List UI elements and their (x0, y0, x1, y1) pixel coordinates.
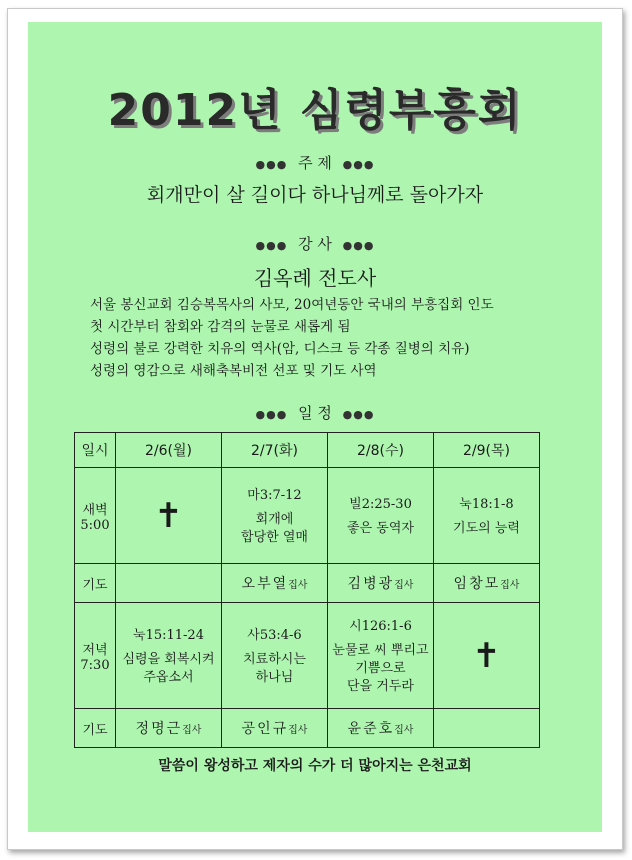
prayer-leader-title: 집사 (288, 725, 308, 736)
schedule-table (74, 432, 540, 748)
session-cell (222, 468, 328, 564)
session-label (75, 468, 116, 564)
speaker-bio (90, 294, 494, 382)
prayer-leader-name: 정명근 (135, 721, 183, 737)
prayer-cell (328, 709, 434, 748)
session-cell (434, 603, 540, 709)
sermon-line: 심령을 회복시켜 (122, 652, 215, 667)
sermon-title (328, 642, 433, 696)
church-slogan: 말씀이 왕성하고 제자의 수가 더 많아지는 은천교회 (158, 758, 472, 774)
prayer-leader-name: 공인규 (241, 721, 289, 737)
prayer-label: 기도 (75, 709, 116, 748)
session-cell (116, 468, 222, 564)
table-row (75, 603, 540, 709)
bio-line: 성령의 영감으로 새해축복비전 선포 및 기도 사역 (90, 363, 377, 379)
prayer-cell (222, 709, 328, 748)
sermon-title: 좋은 동역자 (347, 521, 414, 536)
session-name: 새벽 (82, 502, 108, 518)
dots-ornament-left: ●●● (255, 408, 288, 421)
day-header: 2/7(화) (222, 433, 328, 468)
session-time: 7:30 (80, 657, 110, 673)
theme-heading (28, 152, 602, 173)
dots-ornament-left: ●●● (255, 158, 288, 171)
scripture-ref: 시126:1-6 (349, 619, 412, 634)
corner-cell: 일시 (75, 433, 116, 468)
table-row (75, 433, 540, 468)
sermon-title (116, 651, 221, 687)
scripture-ref: 사53:4-6 (247, 628, 302, 643)
sermon-line: 치료하시는 (243, 652, 306, 667)
day-header: 2/6(월) (116, 433, 222, 468)
cross-icon: ✝ (154, 495, 183, 536)
schedule-heading (28, 402, 602, 423)
sermon-title (222, 511, 327, 547)
prayer-leader-title: 집사 (288, 580, 308, 591)
session-label (75, 603, 116, 709)
sermon-title (222, 651, 327, 687)
table-row (75, 468, 540, 564)
speaker-name: 김옥례 전도사 (253, 266, 377, 290)
sermon-line: 하나님 (255, 670, 294, 685)
prayer-leader-title: 집사 (394, 725, 414, 736)
theme-text: 회개만이 살 길이다 하나님께로 돌아가자 (146, 184, 484, 206)
bio-line: 서울 봉신교회 김승복목사의 사모, 20여년동안 국내의 부흥집회 인도 (90, 297, 494, 313)
bio-line: 성령의 불로 강력한 치유의 역사(암, 디스크 등 각종 질병의 치유) (90, 341, 470, 357)
session-cell (328, 468, 434, 564)
prayer-leader-name: 오부열 (241, 576, 289, 592)
day-header: 2/8(수) (328, 433, 434, 468)
dots-ornament-left: ●●● (255, 239, 288, 252)
prayer-cell (328, 564, 434, 603)
table-row (75, 564, 540, 603)
prayer-leader-name: 임창모 (453, 576, 501, 592)
dots-ornament-right: ●●● (342, 158, 375, 171)
scripture-ref: 눅18:1-8 (459, 497, 514, 512)
prayer-leader-title: 집사 (182, 725, 202, 736)
theme-label: 주 제 (298, 154, 332, 172)
speaker-label: 강 사 (298, 235, 332, 253)
sermon-line: 눈물로 씨 뿌리고 (332, 643, 429, 658)
sermon-line: 기쁨으로 (355, 661, 406, 676)
sermon-line: 단을 거두라 (347, 679, 414, 694)
flyer-title: 2012년 심령부흥회 (107, 85, 523, 136)
bio-line: 첫 시간부터 참회와 감격의 눈물로 새롭게 됨 (90, 319, 351, 335)
prayer-cell (434, 564, 540, 603)
sermon-line: 회개에 (255, 512, 294, 527)
prayer-cell (116, 709, 222, 748)
flyer-paper (28, 22, 602, 832)
prayer-leader-name: 윤준호 (347, 721, 395, 737)
prayer-cell (222, 564, 328, 603)
scripture-ref: 마3:7-12 (247, 488, 302, 503)
session-time: 5:00 (80, 517, 110, 533)
scripture-ref: 빌2:25-30 (349, 497, 412, 512)
prayer-leader-title: 집사 (500, 580, 520, 591)
sermon-line: 주옵소서 (143, 670, 194, 685)
prayer-leader-name: 김병광 (347, 576, 395, 592)
speaker-heading (28, 233, 602, 254)
cross-icon: ✝ (472, 635, 501, 676)
session-cell (222, 603, 328, 709)
scripture-ref: 눅15:11-24 (133, 628, 204, 643)
prayer-cell (116, 564, 222, 603)
sermon-line: 합당한 열매 (241, 530, 308, 545)
session-cell (116, 603, 222, 709)
prayer-leader-title: 집사 (394, 580, 414, 591)
session-name: 저녁 (82, 642, 108, 658)
session-cell (434, 468, 540, 564)
sermon-title: 기도의 능력 (453, 521, 520, 536)
day-header: 2/9(목) (434, 433, 540, 468)
session-cell (328, 603, 434, 709)
prayer-label: 기도 (75, 564, 116, 603)
table-row (75, 709, 540, 748)
schedule-label: 일 정 (298, 404, 332, 422)
dots-ornament-right: ●●● (342, 239, 375, 252)
prayer-cell (434, 709, 540, 748)
dots-ornament-right: ●●● (342, 408, 375, 421)
